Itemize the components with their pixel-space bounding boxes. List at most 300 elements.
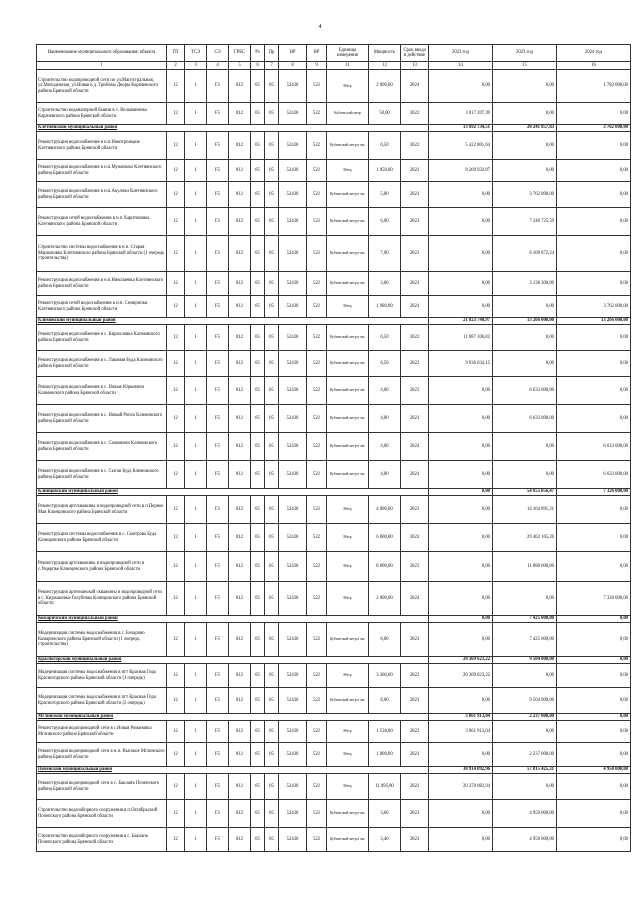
district-section-row (37, 657, 631, 664)
capacity: 6,00 (369, 623, 401, 657)
rz-code: 05 (251, 800, 265, 828)
amount-2024: 0,00 (557, 377, 631, 405)
amount-2023: 11 088 000,00 (493, 552, 557, 582)
amount-2023: 7 425 000,00 (493, 616, 557, 623)
district-name: Комаричский муниципальный район (37, 616, 429, 623)
project-name: Реконструкция водоснабжения в н.п.Мужиново Клетнянского района Брянской области (37, 160, 167, 182)
se-code: F5 (207, 132, 229, 160)
district-name: Почепский муниципальный район (37, 767, 429, 774)
nr-code: 52430 (279, 800, 307, 828)
amount-2023: 6 633 000,00 (493, 377, 557, 405)
table-row (37, 800, 631, 828)
unit-of-measure: Кубический метр в час (327, 433, 369, 461)
grbs-code: 812 (229, 351, 251, 377)
amount-2022: 8 269 932,87 (429, 160, 493, 182)
se-code: F5 (207, 774, 229, 800)
table-row (37, 552, 631, 582)
grbs-code: 812 (229, 552, 251, 582)
header-cell: НР (279, 45, 307, 62)
investment-table (36, 44, 631, 852)
amount-2022: 3 017 207,39 (429, 103, 493, 125)
tse-code: 1 (185, 208, 207, 236)
column-number: 14 (429, 62, 493, 70)
pr-code: 05 (265, 236, 279, 272)
pr-code: 05 (265, 160, 279, 182)
gp-code: 12 (167, 405, 185, 433)
amount-2022: 30 914 092,96 (429, 767, 493, 774)
rz-code: 05 (251, 433, 265, 461)
header-cell: ВР (307, 45, 327, 62)
unit-of-measure: Кубический метр в час (327, 405, 369, 433)
vr-code: 522 (307, 160, 327, 182)
district-name: Клетнянский муниципальный район (37, 125, 429, 132)
capacity: 3,00 (369, 272, 401, 296)
amount-2023: 0,00 (493, 433, 557, 461)
gp-code: 12 (167, 377, 185, 405)
se-code: F5 (207, 828, 229, 852)
nr-code: 52430 (279, 433, 307, 461)
amount-2022: 0,00 (429, 461, 493, 489)
gp-code: 12 (167, 664, 185, 688)
gp-code: 12 (167, 623, 185, 657)
unit-of-measure: Метр (327, 721, 369, 743)
vr-code: 522 (307, 70, 327, 103)
pr-code: 05 (265, 743, 279, 767)
header-cell: 2024 год (557, 45, 631, 62)
vr-code: 522 (307, 272, 327, 296)
table-row (37, 272, 631, 296)
capacity: 8 000,00 (369, 552, 401, 582)
unit-of-measure: Кубический метр в час (327, 688, 369, 714)
amount-2022: 20 369 623,22 (429, 657, 493, 664)
amount-2023: 0,00 (493, 774, 557, 800)
table-row (37, 774, 631, 800)
amount-2023: 6 633 000,00 (493, 405, 557, 433)
tse-code: 1 (185, 160, 207, 182)
grbs-code: 812 (229, 182, 251, 208)
nr-code: 52430 (279, 182, 307, 208)
amount-2024: 0,00 (557, 405, 631, 433)
rz-code: 05 (251, 132, 265, 160)
pr-code: 05 (265, 461, 279, 489)
amount-2024: 13 266 000,00 (557, 318, 631, 325)
capacity: 1 980,00 (369, 296, 401, 318)
amount-2024: 0,00 (557, 160, 631, 182)
grbs-code: 812 (229, 664, 251, 688)
capacity: 1 958,00 (369, 160, 401, 182)
amount-2022: 0,00 (429, 377, 493, 405)
tse-code: 1 (185, 377, 207, 405)
amount-2024: 3 762 000,00 (557, 125, 631, 132)
gp-code: 12 (167, 208, 185, 236)
table-row (37, 208, 631, 236)
amount-2022: 3 061 913,04 (429, 721, 493, 743)
amount-2022: 21 023 740,97 (429, 318, 493, 325)
project-name: Строительство водопроводной сети по ул.Магистральная, ул.Молодежная, ул.Новая в д. Грибовы Дворы Карачевского района Брянской области (37, 70, 167, 103)
capacity: 2 000,00 (369, 582, 401, 616)
column-number: 2 (167, 62, 185, 70)
table-row (37, 664, 631, 688)
amount-2024: 0,00 (557, 325, 631, 351)
nr-code: 52430 (279, 208, 307, 236)
rz-code: 05 (251, 182, 265, 208)
unit-of-measure: Кубический метр (327, 103, 369, 125)
amount-2024: 0,00 (557, 774, 631, 800)
nr-code: 52430 (279, 688, 307, 714)
tse-code: 1 (185, 103, 207, 125)
column-number: 1 (37, 62, 167, 70)
rz-code: 05 (251, 774, 265, 800)
se-code: F5 (207, 688, 229, 714)
amount-2023: 7 425 000,00 (493, 623, 557, 657)
amount-2022: 0,00 (429, 433, 493, 461)
gp-code: 12 (167, 160, 185, 182)
commissioning-year: 2024 (401, 433, 429, 461)
capacity: 8,00 (369, 688, 401, 714)
header-cell: ТСЭ (185, 45, 207, 62)
table-row (37, 524, 631, 552)
tse-code: 1 (185, 774, 207, 800)
se-code: F5 (207, 743, 229, 767)
amount-2022: 0,00 (429, 70, 493, 103)
grbs-code: 812 (229, 405, 251, 433)
table-row (37, 433, 631, 461)
project-name: Реконструкция артскважины и водопроводной сети в п.Первое Мая Клинцовского района Брянской области (37, 496, 167, 524)
tse-code: 1 (185, 623, 207, 657)
pr-code: 05 (265, 800, 279, 828)
capacity: 11 095,00 (369, 774, 401, 800)
gp-code: 12 (167, 103, 185, 125)
project-name: Реконструкция водоснабжения в с. Новый Ропск Климовского района Брянской области (37, 405, 167, 433)
commissioning-year: 2024 (401, 582, 429, 616)
table-row (37, 70, 631, 103)
amount-2024: 0,00 (557, 721, 631, 743)
capacity: 6,50 (369, 132, 401, 160)
pr-code: 05 (265, 132, 279, 160)
amount-2024: 0,00 (557, 616, 631, 623)
se-code: F5 (207, 160, 229, 182)
district-section-row (37, 616, 631, 623)
table-row (37, 132, 631, 160)
column-number: 6 (251, 62, 265, 70)
table-row (37, 743, 631, 767)
column-number: 3 (185, 62, 207, 70)
project-name: Реконструкция водопроводной сети в с.Новая Романовка Мглинского района Брянской области (37, 721, 167, 743)
district-section-row (37, 318, 631, 325)
nr-code: 52430 (279, 664, 307, 688)
commissioning-year: 2023 (401, 182, 429, 208)
amount-2023: 9 504 000,00 (493, 657, 557, 664)
district-section-row (37, 714, 631, 721)
vr-code: 522 (307, 623, 327, 657)
tse-code: 1 (185, 325, 207, 351)
amount-2024: 0,00 (557, 103, 631, 125)
nr-code: 52430 (279, 496, 307, 524)
rz-code: 05 (251, 721, 265, 743)
project-name: Реконструкция сетей водоснабжения в н.п.Харитоновка Клетнянского района Брянской области (37, 208, 167, 236)
commissioning-year: 2024 (401, 461, 429, 489)
pr-code: 05 (265, 405, 279, 433)
column-number: 16 (557, 62, 631, 70)
unit-of-measure: Кубический метр в час (327, 461, 369, 489)
table-row (37, 721, 631, 743)
nr-code: 52430 (279, 405, 307, 433)
rz-code: 05 (251, 461, 265, 489)
capacity: 50,00 (369, 103, 401, 125)
amount-2024: 0,00 (557, 657, 631, 664)
amount-2022: 0,00 (429, 208, 493, 236)
nr-code: 52430 (279, 377, 307, 405)
column-number: 7 (265, 62, 279, 70)
unit-of-measure: Кубический метр в час (327, 132, 369, 160)
commissioning-year: 2022 (401, 496, 429, 524)
commissioning-year: 2022 (401, 325, 429, 351)
table-row (37, 325, 631, 351)
commissioning-year: 2023 (401, 524, 429, 552)
pr-code: 05 (265, 296, 279, 318)
table-row (37, 351, 631, 377)
grbs-code: 812 (229, 774, 251, 800)
rz-code: 05 (251, 623, 265, 657)
amount-2024: 0,00 (557, 208, 631, 236)
amount-2023: 4 950 000,00 (493, 828, 557, 852)
unit-of-measure: Метр (327, 664, 369, 688)
vr-code: 522 (307, 774, 327, 800)
pr-code: 05 (265, 721, 279, 743)
table-row (37, 828, 631, 852)
pr-code: 05 (265, 688, 279, 714)
nr-code: 52430 (279, 582, 307, 616)
vr-code: 522 (307, 524, 327, 552)
amount-2023: 13 266 000,00 (493, 318, 557, 325)
amount-2024: 0,00 (557, 496, 631, 524)
amount-2024: 0,00 (557, 800, 631, 828)
pr-code: 05 (265, 774, 279, 800)
vr-code: 522 (307, 552, 327, 582)
se-code: F5 (207, 70, 229, 103)
project-name: Реконструкция системы водоснабжения в с. Смотрова Буда Клинцовского района Брянской области (37, 524, 167, 552)
gp-code: 12 (167, 351, 185, 377)
table-row (37, 461, 631, 489)
capacity: 3,40 (369, 828, 401, 852)
unit-of-measure: Метр (327, 524, 369, 552)
amount-2022: 5 422 801,64 (429, 132, 493, 160)
table-row (37, 623, 631, 657)
gp-code: 12 (167, 743, 185, 767)
tse-code: 1 (185, 182, 207, 208)
pr-code: 05 (265, 325, 279, 351)
amount-2023: 0,00 (493, 582, 557, 616)
project-name: Реконструкция сетей водоснабжения в н.п. Семирички Клетнянского района Брянской области (37, 296, 167, 318)
gp-code: 12 (167, 688, 185, 714)
se-code: F5 (207, 524, 229, 552)
amount-2022: 0,00 (429, 582, 493, 616)
commissioning-year: 2022 (401, 774, 429, 800)
district-name: Мглинский муниципальный район (37, 714, 429, 721)
tse-code: 1 (185, 828, 207, 852)
nr-code: 52430 (279, 160, 307, 182)
project-name: Реконструкция водоснабжения в с. Новые Юрковичи Климовского района Брянской области (37, 377, 167, 405)
project-name: Реконструкция водоснабжения в с. Сачковичи Климовского района Брянской области (37, 433, 167, 461)
commissioning-year: 2023 (401, 623, 429, 657)
tse-code: 1 (185, 721, 207, 743)
rz-code: 05 (251, 70, 265, 103)
header-cell: 2023 год (493, 45, 557, 62)
tse-code: 1 (185, 433, 207, 461)
amount-2022: 11 087 106,82 (429, 325, 493, 351)
header-cell: ГП (167, 45, 185, 62)
column-number-row (37, 62, 631, 70)
amount-2023: 6 100 872,24 (493, 236, 557, 272)
vr-code: 522 (307, 461, 327, 489)
se-code: F5 (207, 351, 229, 377)
rz-code: 05 (251, 664, 265, 688)
amount-2024: 0,00 (557, 714, 631, 721)
amount-2024: 0,00 (557, 552, 631, 582)
grbs-code: 812 (229, 496, 251, 524)
vr-code: 522 (307, 208, 327, 236)
capacity: 4,00 (369, 377, 401, 405)
commissioning-year: 2022 (401, 664, 429, 688)
nr-code: 52430 (279, 721, 307, 743)
nr-code: 52430 (279, 552, 307, 582)
amount-2022: 0,00 (429, 800, 493, 828)
amount-2023: 0,00 (493, 132, 557, 160)
unit-of-measure: Кубический метр в час (327, 236, 369, 272)
nr-code: 52430 (279, 132, 307, 160)
capacity: 6 000,00 (369, 524, 401, 552)
capacity: 4 000,00 (369, 496, 401, 524)
district-name: Красногорский муниципальный район (37, 657, 429, 664)
amount-2024: 0,00 (557, 664, 631, 688)
column-number: 12 (369, 62, 401, 70)
amount-2024: 3 762 000,00 (557, 296, 631, 318)
page-number: 4 (318, 24, 322, 30)
pr-code: 05 (265, 182, 279, 208)
amount-2022: 0,00 (429, 405, 493, 433)
grbs-code: 812 (229, 70, 251, 103)
gp-code: 12 (167, 774, 185, 800)
tse-code: 1 (185, 664, 207, 688)
grbs-code: 812 (229, 272, 251, 296)
table-row (37, 296, 631, 318)
grbs-code: 812 (229, 160, 251, 182)
amount-2023: 0,00 (493, 721, 557, 743)
gp-code: 12 (167, 721, 185, 743)
grbs-code: 812 (229, 325, 251, 351)
gp-code: 12 (167, 325, 185, 351)
se-code: F5 (207, 296, 229, 318)
amount-2024: 0,00 (557, 351, 631, 377)
amount-2022: 0,00 (429, 623, 493, 657)
grbs-code: 812 (229, 461, 251, 489)
tse-code: 1 (185, 552, 207, 582)
gp-code: 12 (167, 132, 185, 160)
nr-code: 52430 (279, 103, 307, 125)
se-code: F5 (207, 721, 229, 743)
commissioning-year: 2023 (401, 688, 429, 714)
tse-code: 1 (185, 524, 207, 552)
pr-code: 05 (265, 552, 279, 582)
project-name: Модернизация системы водоснабжения в с. Бочарово Комаричского района Брянской области (1 очередь строительства) (37, 623, 167, 657)
column-number: 13 (401, 62, 429, 70)
se-code: F5 (207, 664, 229, 688)
nr-code: 52430 (279, 236, 307, 272)
rz-code: 05 (251, 208, 265, 236)
nr-code: 52430 (279, 461, 307, 489)
amount-2023: 14 164 891,21 (493, 496, 557, 524)
se-code: F5 (207, 208, 229, 236)
pr-code: 05 (265, 524, 279, 552)
commissioning-year: 2022 (401, 351, 429, 377)
gp-code: 12 (167, 272, 185, 296)
vr-code: 522 (307, 296, 327, 318)
rz-code: 05 (251, 828, 265, 852)
unit-of-measure: Кубический метр в час (327, 325, 369, 351)
amount-2024: 4 950 000,00 (557, 767, 631, 774)
grbs-code: 812 (229, 433, 251, 461)
unit-of-measure: Метр (327, 70, 369, 103)
table-body (37, 70, 631, 852)
nr-code: 52430 (279, 272, 307, 296)
commissioning-year: 2023 (401, 208, 429, 236)
amount-2024: 0,00 (557, 132, 631, 160)
pr-code: 05 (265, 828, 279, 852)
vr-code: 522 (307, 325, 327, 351)
amount-2023: 9 504 000,00 (493, 688, 557, 714)
amount-2022: 9 936 634,15 (429, 351, 493, 377)
amount-2024: 7 326 000,00 (557, 489, 631, 496)
project-name: Строительство системы водоснабжения в н.п. Старая Мармазовка Клетнянского района Брянской области (1 очередь строительства) (37, 236, 167, 272)
amount-2023: 0,00 (493, 103, 557, 125)
unit-of-measure: Кубический метр в час (327, 828, 369, 852)
project-name: Строительство водонапорной башни в с. Вельяминова Карачевского района Брянской области (37, 103, 167, 125)
tse-code: 1 (185, 236, 207, 272)
table-row (37, 377, 631, 405)
capacity: 3 300,00 (369, 664, 401, 688)
commissioning-year: 2023 (401, 272, 429, 296)
grbs-code: 812 (229, 623, 251, 657)
rz-code: 05 (251, 743, 265, 767)
capacity: 1 800,00 (369, 743, 401, 767)
amount-2024: 0,00 (557, 623, 631, 657)
project-name: Реконструкция артезианской скважины и водопроводной сети в с. Киржаковка-Голубовка Клинцовского района Брянской области (37, 582, 167, 616)
grbs-code: 812 (229, 688, 251, 714)
district-section-row (37, 125, 631, 132)
project-name: Модернизация системы водоснабжения в пгт Красная Гора Красногорского района Брянской области (2 очередь) (37, 688, 167, 714)
amount-2022: 0,00 (429, 616, 493, 623)
tse-code: 1 (185, 496, 207, 524)
amount-2023: 0,00 (493, 351, 557, 377)
rz-code: 05 (251, 496, 265, 524)
tse-code: 1 (185, 688, 207, 714)
amount-2022: 0,00 (429, 182, 493, 208)
grbs-code: 812 (229, 524, 251, 552)
project-name: Реконструкция водоснабжения в с. Кирилловка Климовского района Брянской области (37, 325, 167, 351)
nr-code: 52430 (279, 623, 307, 657)
tse-code: 1 (185, 351, 207, 377)
capacity: 5,00 (369, 182, 401, 208)
amount-2022: 0,00 (429, 296, 493, 318)
vr-code: 522 (307, 433, 327, 461)
capacity: 1 538,00 (369, 721, 401, 743)
amount-2023: 2 237 000,00 (493, 743, 557, 767)
amount-2022: 20 369 623,22 (429, 664, 493, 688)
vr-code: 522 (307, 828, 327, 852)
grbs-code: 812 (229, 103, 251, 125)
amount-2022: 20 370 083,94 (429, 774, 493, 800)
gp-code: 12 (167, 182, 185, 208)
